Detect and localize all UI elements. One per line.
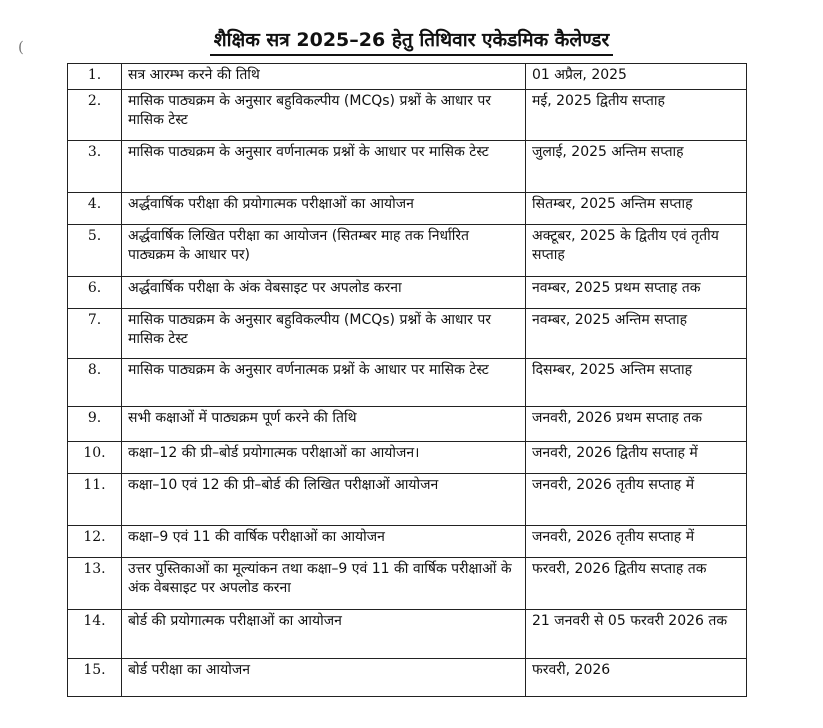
- table-row: [68, 359, 747, 407]
- row-number: 11.: [68, 474, 122, 526]
- event-cell: सभी कक्षाओं में पाठ्यक्रम पूर्ण करने की तिथि: [122, 407, 526, 442]
- table-row: [68, 407, 747, 442]
- date-cell: मई, 2025 द्वितीय सप्ताह: [526, 90, 747, 141]
- date-cell: जनवरी, 2026 तृतीय सप्ताह में: [526, 526, 747, 558]
- table-row: [68, 193, 747, 225]
- event-cell: मासिक पाठ्यक्रम के अनुसार बहुविकल्पीय (MCQs) प्रश्नों के आधार पर मासिक टेस्ट: [122, 90, 526, 141]
- table-row: [68, 474, 747, 526]
- event-cell: कक्षा–10 एवं 12 की प्री–बोर्ड की लिखित परीक्षाओं आयोजन: [122, 474, 526, 526]
- row-number: 12.: [68, 526, 122, 558]
- table-row: [68, 64, 747, 90]
- row-number: 3.: [68, 141, 122, 193]
- row-number: 15.: [68, 659, 122, 697]
- event-cell: कक्षा–9 एवं 11 की वार्षिक परीक्षाओं का आयोजन: [122, 526, 526, 558]
- event-cell: सत्र आरम्भ करने की तिथि: [122, 64, 526, 90]
- row-number: 8.: [68, 359, 122, 407]
- table-row: [68, 141, 747, 193]
- row-number: 10.: [68, 442, 122, 474]
- date-cell: 01 अप्रैल, 2025: [526, 64, 747, 90]
- page-title-text: शैक्षिक सत्र 2025–26 हेतु तिथिवार एकेडमिक कैलेण्डर: [210, 28, 613, 56]
- event-cell: बोर्ड परीक्षा का आयोजन: [122, 659, 526, 697]
- event-cell: मासिक पाठ्यक्रम के अनुसार वर्णनात्मक प्रश्नों के आधार पर मासिक टेस्ट: [122, 359, 526, 407]
- table-row: [68, 225, 747, 277]
- date-cell: दिसम्बर, 2025 अन्तिम सप्ताह: [526, 359, 747, 407]
- date-cell: फरवरी, 2026: [526, 659, 747, 697]
- event-cell: अर्द्धवार्षिक लिखित परीक्षा का आयोजन (सितम्बर माह तक निर्धारित पाठ्यक्रम के आधार पर): [122, 225, 526, 277]
- event-cell: अर्द्धवार्षिक परीक्षा के अंक वेबसाइट पर अपलोड करना: [122, 277, 526, 309]
- date-cell: नवम्बर, 2025 अन्तिम सप्ताह: [526, 309, 747, 359]
- event-cell: बोर्ड की प्रयोगात्मक परीक्षाओं का आयोजन: [122, 610, 526, 659]
- event-cell: मासिक पाठ्यक्रम के अनुसार बहुविकल्पीय (MCQs) प्रश्नों के आधार पर मासिक टेस्ट: [122, 309, 526, 359]
- table-row: [68, 277, 747, 309]
- date-cell: सितम्बर, 2025 अन्तिम सप्ताह: [526, 193, 747, 225]
- row-number: 9.: [68, 407, 122, 442]
- scan-artifact-mark: (: [18, 38, 24, 56]
- row-number: 13.: [68, 558, 122, 610]
- date-cell: नवम्बर, 2025 प्रथम सप्ताह तक: [526, 277, 747, 309]
- row-number: 14.: [68, 610, 122, 659]
- date-cell: अक्टूबर, 2025 के द्वितीय एवं तृतीय सप्ताह: [526, 225, 747, 277]
- row-number: 7.: [68, 309, 122, 359]
- row-number: 4.: [68, 193, 122, 225]
- event-cell: उत्तर पुस्तिकाओं का मूल्यांकन तथा कक्षा–9 एवं 11 की वार्षिक परीक्षाओं के अंक वेबसाइट पर अपलोड करना: [122, 558, 526, 610]
- table-row: [68, 442, 747, 474]
- table-row: [68, 659, 747, 697]
- row-number: 6.: [68, 277, 122, 309]
- academic-calendar-table: [67, 63, 747, 697]
- row-number: 5.: [68, 225, 122, 277]
- date-cell: जनवरी, 2026 तृतीय सप्ताह में: [526, 474, 747, 526]
- page-title: [0, 28, 823, 56]
- table-row: [68, 610, 747, 659]
- table-row: [68, 526, 747, 558]
- event-cell: कक्षा–12 की प्री–बोर्ड प्रयोगात्मक परीक्षाओं का आयोजन।: [122, 442, 526, 474]
- table-row: [68, 90, 747, 141]
- date-cell: फरवरी, 2026 द्वितीय सप्ताह तक: [526, 558, 747, 610]
- date-cell: जुलाई, 2025 अन्तिम सप्ताह: [526, 141, 747, 193]
- date-cell: 21 जनवरी से 05 फरवरी 2026 तक: [526, 610, 747, 659]
- row-number: 1.: [68, 64, 122, 90]
- table-row: [68, 558, 747, 610]
- date-cell: जनवरी, 2026 द्वितीय सप्ताह में: [526, 442, 747, 474]
- row-number: 2.: [68, 90, 122, 141]
- table-row: [68, 309, 747, 359]
- event-cell: मासिक पाठ्यक्रम के अनुसार वर्णनात्मक प्रश्नों के आधार पर मासिक टेस्ट: [122, 141, 526, 193]
- event-cell: अर्द्धवार्षिक परीक्षा की प्रयोगात्मक परीक्षाओं का आयोजन: [122, 193, 526, 225]
- date-cell: जनवरी, 2026 प्रथम सप्ताह तक: [526, 407, 747, 442]
